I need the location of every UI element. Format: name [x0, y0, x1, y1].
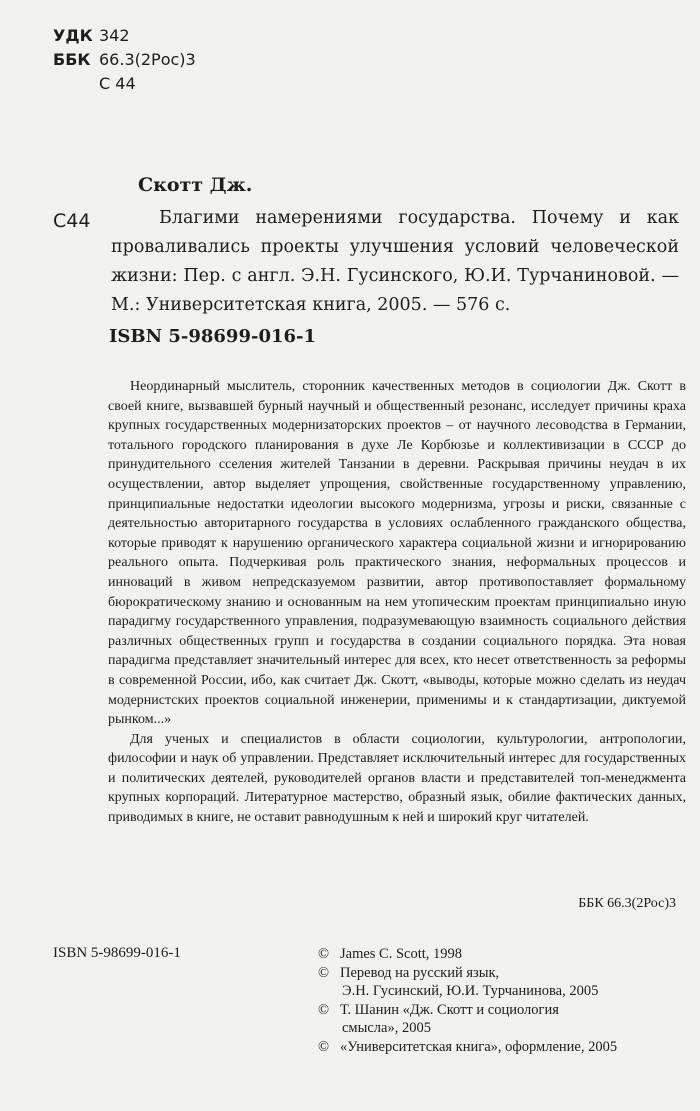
bbk-row — [53, 48, 196, 72]
copyright-entry — [318, 945, 693, 964]
isbn-bottom: ISBN 5-98699-016-1 — [53, 945, 181, 961]
copyright-mark: © — [318, 1038, 330, 1055]
copyright-text-continued: смысла», 2005 — [342, 1020, 431, 1036]
copyright-text: Перевод на русский язык, — [340, 964, 500, 981]
udk-value: 342 — [99, 26, 130, 45]
copyright-mark: © — [318, 964, 330, 981]
isbn-top: ISBN 5-98699-016-1 — [109, 326, 317, 347]
copyright-text: Т. Шанин «Дж. Скотт и социология — [340, 1001, 559, 1018]
bbk-label: ББК — [53, 50, 91, 69]
copyright-entry — [318, 1001, 693, 1038]
copyright-mark: © — [318, 1001, 330, 1018]
classification-codes — [53, 24, 196, 96]
annotation-paragraph-2: Для ученых и специалистов в области социологии, культурологии, антропологии, философии и наук об управлении. Представляет исключительный интерес для государственных и политических деятелей, руководителей органов власти и представителей топ-менеджмента крупных корпораций. Литературное мастерство, образный язык, обилие фактических данных, приводимых в книге, не оставит равнодушным к ней и широкий круг читателей. — [108, 731, 686, 826]
udk-label: УДК — [53, 26, 93, 45]
bibliographic-description: Благими намерениями государства. Почему и как проваливались проекты улучшения условий человеческой жизни: Пер. с англ. Э.Н. Гусинского, Ю.И. Турчаниновой. — М.: Университетская книга, 2005. — 576 с. — [111, 208, 679, 315]
copyright-mark: © — [318, 946, 330, 962]
annotation-paragraph-1: Неординарный мыслитель, сторонник качественных методов в социологии Дж. Скотт в своей книге, вызвавшей бурный научный и общественный резонанс, исследует причины краха крупных государственных модернизаторских проектов – от научного лесоводства в Германии, тотального городского планирования в духе Ле Корбюзье и коллективизации в СССР до принудительного сселения жителей Танзании в деревни. Раскрывая причины неудач в их осуществлении, автор выделяет упрощения, свойственные государственному управлению, принципиальные недостатки идеологии высокого модернизма, угрозы и риски, связанные с деятельностью авторитарного государства в условиях ослабленного гражданского общества, которые приводят к нарушению органического характера социальной жизни и игнорированию реального опыта. Подчеркивая роль практического знания, неформальных процессов и инноваций в живом непредсказуемом развитии, автор противопоставляет формальному бюрократическому знанию и основанным на нем утопическим проектам принципиально иную парадигму государственного управления, подразумевающую взаимность социального действия различных общественных групп и государства в создании социального порядка. Эта новая парадигма представляет значительный интерес для всех, кто несет ответственность за реформы в современной России, ибо, как считает Дж. Скотт, «выводы, которые можно сделать из неудач модернистских проектов социальной инженерии, применимы и к стандартизации, диктуемой рынком...» — [108, 379, 686, 728]
copyright-text: James C. Scott, 1998 — [340, 946, 463, 962]
copyright-text-continued: Э.Н. Гусинский, Ю.И. Турчанинова, 2005 — [342, 983, 599, 999]
author-mark: С 44 — [99, 74, 136, 93]
catalog-code: С44 — [53, 210, 91, 232]
copyright-entry — [318, 1038, 693, 1057]
copyright-list — [318, 945, 693, 1056]
author-name: Скотт Дж. — [138, 174, 253, 196]
copyright-text: «Университетская книга», оформление, 2005 — [340, 1038, 618, 1055]
udk-row — [53, 24, 196, 48]
bbk-bottom: ББК 66.3(2Рос)3 — [578, 896, 676, 911]
bbk-value: 66.3(2Рос)3 — [99, 50, 196, 69]
annotation — [108, 377, 686, 828]
copyright-entry — [318, 964, 693, 1001]
